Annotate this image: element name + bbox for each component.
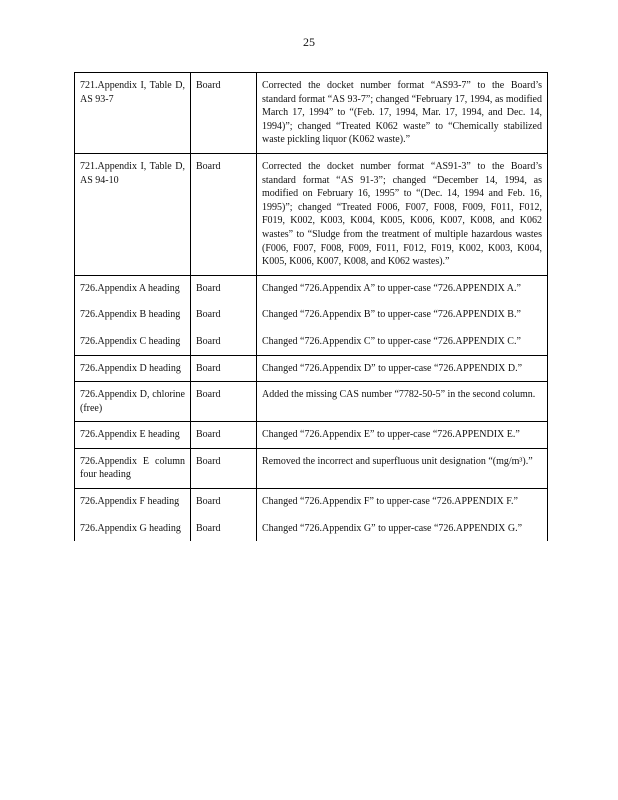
agency-text: Board (196, 309, 221, 321)
change-cell (257, 422, 548, 449)
change-cell (257, 489, 548, 542)
agency-text: Board (196, 80, 221, 91)
change-text: Removed the incorrect and superfluous unit designation “(mg/m³).” (262, 455, 533, 467)
agency-cell (191, 422, 257, 449)
section-cell (75, 275, 191, 355)
section-text: 726.Appendix E heading (80, 429, 180, 441)
change-cell (257, 153, 548, 275)
agency-text: Board (196, 429, 221, 441)
section-cell (75, 382, 191, 422)
change-cell (257, 73, 548, 154)
section-text: 726.Appendix B heading (80, 309, 181, 321)
change-text: Changed “726.Appendix F” to upper-case “726.APPENDIX F.” (262, 496, 518, 508)
change-text: Changed “726.Appendix D” to upper-case “726.APPENDIX D.” (262, 362, 523, 374)
table-row (75, 153, 548, 275)
section-text: 726.Appendix D, chlorine (free) (80, 389, 185, 414)
section-cell (75, 422, 191, 449)
change-text: Changed “726.Appendix E” to upper-case “726.APPENDIX E.” (262, 429, 520, 441)
agency-text: Board (196, 160, 221, 172)
section-text: 726.Appendix G heading (80, 522, 181, 534)
section-cell (75, 355, 191, 382)
agency-cell (191, 489, 257, 542)
section-text: 726.Appendix A heading (80, 282, 180, 294)
agency-text: Board (196, 335, 221, 347)
change-text: Corrected the docket number format “AS91-3” to the Board’s standard format “AS 91-3”; changed “December 14, 1994, as modified on February 16, 1995” to “(Dec. 14, 1994 and Feb. 16, 1995)”; changed “Treated F006, F007, F008, F009, F011, F012, F019, K002, K003, K004, K005, K006, K007, K008, and K062 wastes” to “Sludge from the treatment of multiple hazardous wastes (F006, F007, F008, F009, F011, F012, F019, K002, K003, K004, K005, K006, K007, K008, and K062 wastes).” (262, 160, 542, 268)
change-cell (257, 355, 548, 382)
change-cell (257, 275, 548, 355)
table-row (75, 355, 548, 382)
change-text: Changed “726.Appendix B” to upper-case “726.APPENDIX B.” (262, 309, 521, 321)
change-cell (257, 382, 548, 422)
change-cell (257, 448, 548, 488)
table-row (75, 448, 548, 488)
change-text: Added the missing CAS number “7782-50-5” in the second column. (262, 389, 536, 401)
agency-cell (191, 73, 257, 154)
table-row (75, 382, 548, 422)
section-text: 726.Appendix E column four heading (80, 455, 185, 481)
change-text: Changed “726.Appendix A” to upper-case “726.APPENDIX A.” (262, 282, 521, 294)
section-text: 726.Appendix F heading (80, 496, 180, 508)
agency-cell (191, 355, 257, 382)
table-row (75, 422, 548, 449)
table-row (75, 275, 548, 355)
section-text: 726.Appendix D heading (80, 362, 181, 374)
errata-table-body (75, 73, 548, 542)
agency-text: Board (196, 389, 221, 401)
agency-cell (191, 275, 257, 355)
table-row (75, 489, 548, 542)
section-cell (75, 153, 191, 275)
section-text: 726.Appendix C heading (80, 335, 181, 347)
change-text: Corrected the docket number format “AS93-7” to the Board’s standard format “AS 93-7”; changed “February 17, 1994, as modified March 17, 1994” to “(Feb. 17, 1994, Mar. 17, 1994, and Dec. 14, 1994)”; changed “Treated K062 waste” to “Chemically stabilized waste pickling liquor (K062 waste).” (262, 80, 542, 146)
agency-cell (191, 153, 257, 275)
section-text: 721.Appendix I, Table D, AS 94-10 (80, 160, 185, 186)
agency-text: Board (196, 282, 221, 294)
agency-text: Board (196, 522, 221, 534)
section-cell (75, 489, 191, 542)
agency-text: Board (196, 362, 221, 374)
agency-text: Board (196, 455, 221, 467)
page-number: 25 (303, 35, 315, 49)
section-cell (75, 448, 191, 488)
agency-cell (191, 448, 257, 488)
errata-table (74, 72, 548, 541)
section-text: 721.Appendix I, Table D, AS 93-7 (80, 80, 185, 105)
section-cell (75, 73, 191, 154)
agency-cell (191, 382, 257, 422)
table-row (75, 73, 548, 154)
change-text: Changed “726.Appendix C” to upper-case “726.APPENDIX C.” (262, 335, 521, 347)
agency-text: Board (196, 496, 221, 508)
change-text: Changed “726.Appendix G” to upper-case “726.APPENDIX G.” (262, 522, 523, 534)
